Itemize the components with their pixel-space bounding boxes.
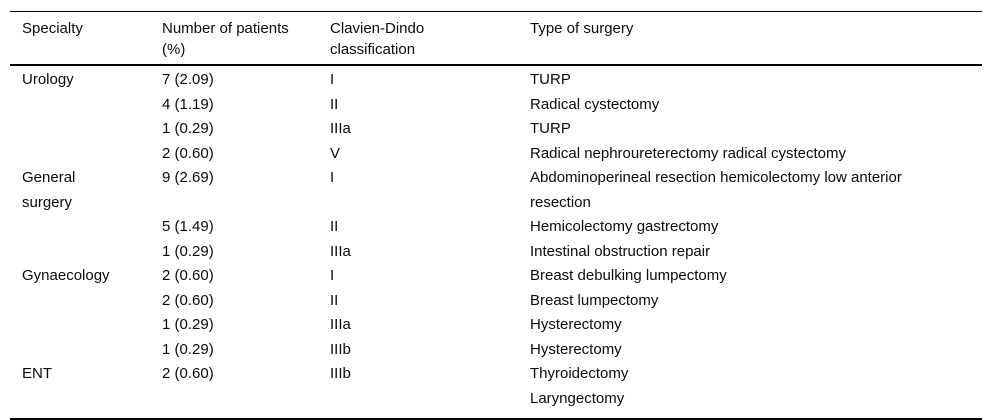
- cell-clavien: IIIb: [330, 340, 351, 358]
- cell-surgery: Thyroidectomy: [530, 365, 629, 382]
- cell-patients: 4 (1.19): [162, 95, 214, 113]
- cell-specialty: [10, 215, 162, 240]
- cell-patients: 9 (2.69): [162, 169, 214, 186]
- table-row: [10, 166, 982, 215]
- cell-patients: 2 (0.60): [162, 144, 214, 162]
- cell-surgery: Hemicolectomy gastrectomy: [530, 218, 719, 235]
- table-row: [10, 142, 982, 167]
- cell-specialty: [10, 313, 162, 338]
- cell-specialty: [10, 117, 162, 142]
- cell-specialty: ENT: [22, 365, 52, 382]
- cell-patients: 2 (0.60): [162, 291, 214, 309]
- table-row: [10, 240, 982, 265]
- cell-patients: 1 (0.29): [162, 242, 214, 260]
- table-body: [10, 65, 982, 419]
- column-header-clavien-dindo: Clavien-Dindo classification: [330, 20, 425, 58]
- cell-clavien: II: [330, 291, 339, 309]
- cell-clavien: V: [330, 144, 341, 162]
- complications-table-container: [10, 11, 982, 420]
- cell-surgery: Hysterectomy: [530, 316, 622, 333]
- cell-clavien: II: [330, 95, 339, 113]
- table-row: [10, 289, 982, 314]
- header-row: [10, 12, 982, 66]
- cell-surgery: TURP: [530, 71, 571, 88]
- cell-specialty: [10, 142, 162, 167]
- cell-surgery: Hysterectomy: [530, 340, 622, 358]
- cell-clavien: IIIa: [330, 316, 351, 333]
- cell-specialty: [10, 240, 162, 265]
- cell-patients: 1 (0.29): [162, 316, 214, 333]
- cell-specialty: General surgery: [22, 169, 76, 211]
- table-row: [10, 215, 982, 240]
- cell-specialty: [10, 93, 162, 118]
- cell-surgery: Breast debulking lumpectomy: [530, 267, 727, 284]
- cell-patients: 2 (0.60): [162, 267, 214, 284]
- cell-surgery: Laryngectomy: [530, 389, 625, 407]
- cell-surgery: Breast lumpectomy: [530, 291, 659, 309]
- cell-clavien: I: [330, 267, 335, 284]
- table-row: [10, 264, 982, 289]
- table-row: [10, 93, 982, 118]
- cell-patients: 7 (2.09): [162, 71, 214, 88]
- table-row: [10, 117, 982, 142]
- cell-clavien: IIIa: [330, 120, 351, 137]
- cell-surgery: Radical cystectomy: [530, 95, 660, 113]
- cell-surgery: Abdominoperineal resection hemicolectomy low anterior resection: [530, 169, 902, 211]
- column-header-specialty: Specialty: [22, 20, 83, 37]
- table-row: [10, 338, 982, 363]
- column-header-patients: Number of patients (%): [162, 20, 289, 58]
- cell-patients: 1 (0.29): [162, 340, 214, 358]
- cell-surgery: Intestinal obstruction repair: [530, 242, 711, 260]
- cell-surgery: TURP: [530, 120, 571, 137]
- cell-clavien: II: [330, 218, 339, 235]
- cell-patients: 1 (0.29): [162, 120, 214, 137]
- table-header: [10, 12, 982, 66]
- cell-patients: 2 (0.60): [162, 365, 214, 382]
- table-row: [10, 65, 982, 93]
- cell-specialty: [10, 338, 162, 363]
- table-row: [10, 313, 982, 338]
- cell-clavien: I: [330, 71, 335, 88]
- cell-clavien: IIIa: [330, 242, 351, 260]
- complications-table: [10, 11, 982, 420]
- cell-specialty: [10, 289, 162, 314]
- cell-clavien: I: [330, 169, 335, 186]
- column-header-surgery-type: Type of surgery: [530, 20, 634, 37]
- cell-clavien: IIIb: [330, 365, 351, 382]
- cell-surgery: Radical nephroureterectomy radical cystectomy: [530, 144, 846, 162]
- cell-specialty: Urology: [22, 71, 74, 88]
- cell-specialty: Gynaecology: [22, 267, 110, 284]
- table-row: [10, 362, 982, 387]
- cell-patients: 5 (1.49): [162, 218, 214, 235]
